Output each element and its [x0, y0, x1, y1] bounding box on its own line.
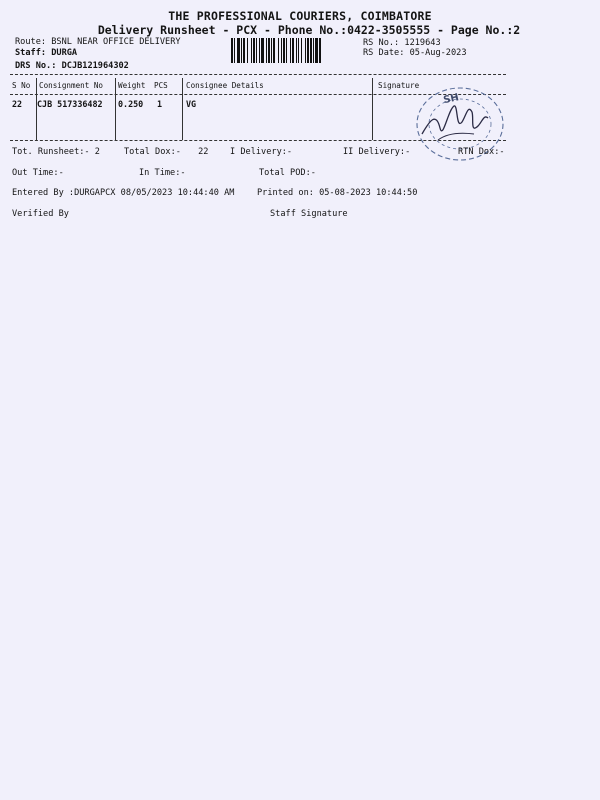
cell-consignee: VG [186, 99, 197, 109]
ii-delivery: II Delivery:- [343, 147, 411, 157]
in-time: In Time:- [139, 168, 186, 178]
tot-runsheet: Tot. Runsheet:- 2 [12, 147, 100, 157]
route-label: Route: [15, 37, 47, 47]
route-line [15, 37, 181, 47]
drs-line [15, 61, 129, 71]
entered-by: Entered By :DURGAPCX 08/05/2023 10:44:40 AM [12, 188, 235, 198]
col-header-consignee: Consignee Details [186, 81, 264, 90]
rtn-dox: RTN Dox:- [458, 147, 505, 157]
rs-no-label: RS No.: [363, 38, 400, 48]
col-sep [36, 78, 37, 140]
col-header-signature: Signature [378, 81, 420, 90]
signature-scribble [422, 106, 488, 134]
route-value: BSNL NEAR OFFICE DELIVERY [51, 37, 181, 47]
drs-value: DCJB121964302 [61, 61, 129, 71]
table-top-rule [10, 74, 506, 75]
printed-on: Printed on: 05-08-2023 10:44:50 [257, 188, 418, 198]
runsheet-subtitle: Delivery Runsheet - PCX - Phone No.:0422-3505555 - Page No.:2 [97, 23, 521, 37]
col-sep [115, 78, 116, 140]
rs-date-label: RS Date: [363, 48, 405, 58]
rs-date-line [363, 48, 467, 58]
out-time: Out Time:- [12, 168, 64, 178]
rs-no-value: 1219643 [404, 38, 441, 48]
i-delivery: I Delivery:- [230, 147, 293, 157]
col-header-pcs: PCS [154, 81, 168, 90]
col-header-consignment: Consignment No [39, 81, 104, 90]
cell-consignment: CJB 517336482 [37, 99, 103, 109]
total-dox-label: Total Dox:- [124, 147, 181, 157]
staff-value: DURGA [51, 48, 78, 58]
staff-line [15, 48, 77, 58]
col-header-sno: S No [12, 81, 31, 90]
stamp-text: SH [442, 92, 460, 107]
rs-no-line [363, 38, 441, 48]
verified-by: Verified By [12, 209, 69, 219]
drs-label: DRS No.: [15, 61, 57, 71]
barcode [231, 38, 352, 63]
staff-label: Staff: [15, 48, 47, 58]
rs-date-value: 05-Aug-2023 [409, 48, 467, 58]
cell-sno: 22 [12, 99, 23, 109]
total-dox-value: 22 [198, 147, 209, 157]
company-title: THE PROFESSIONAL COURIERS, COIMBATORE [168, 9, 432, 23]
cell-weight: 0.250 [118, 99, 144, 109]
staff-signature: Staff Signature [270, 209, 348, 219]
col-sep [372, 78, 373, 140]
total-pod: Total POD:- [259, 168, 316, 178]
barcode-bar [321, 38, 322, 63]
cell-pcs: 1 [157, 99, 163, 109]
col-sep [182, 78, 183, 140]
col-header-weight: Weight [118, 81, 146, 90]
total-dox [124, 147, 208, 157]
signature-underline [438, 133, 474, 140]
